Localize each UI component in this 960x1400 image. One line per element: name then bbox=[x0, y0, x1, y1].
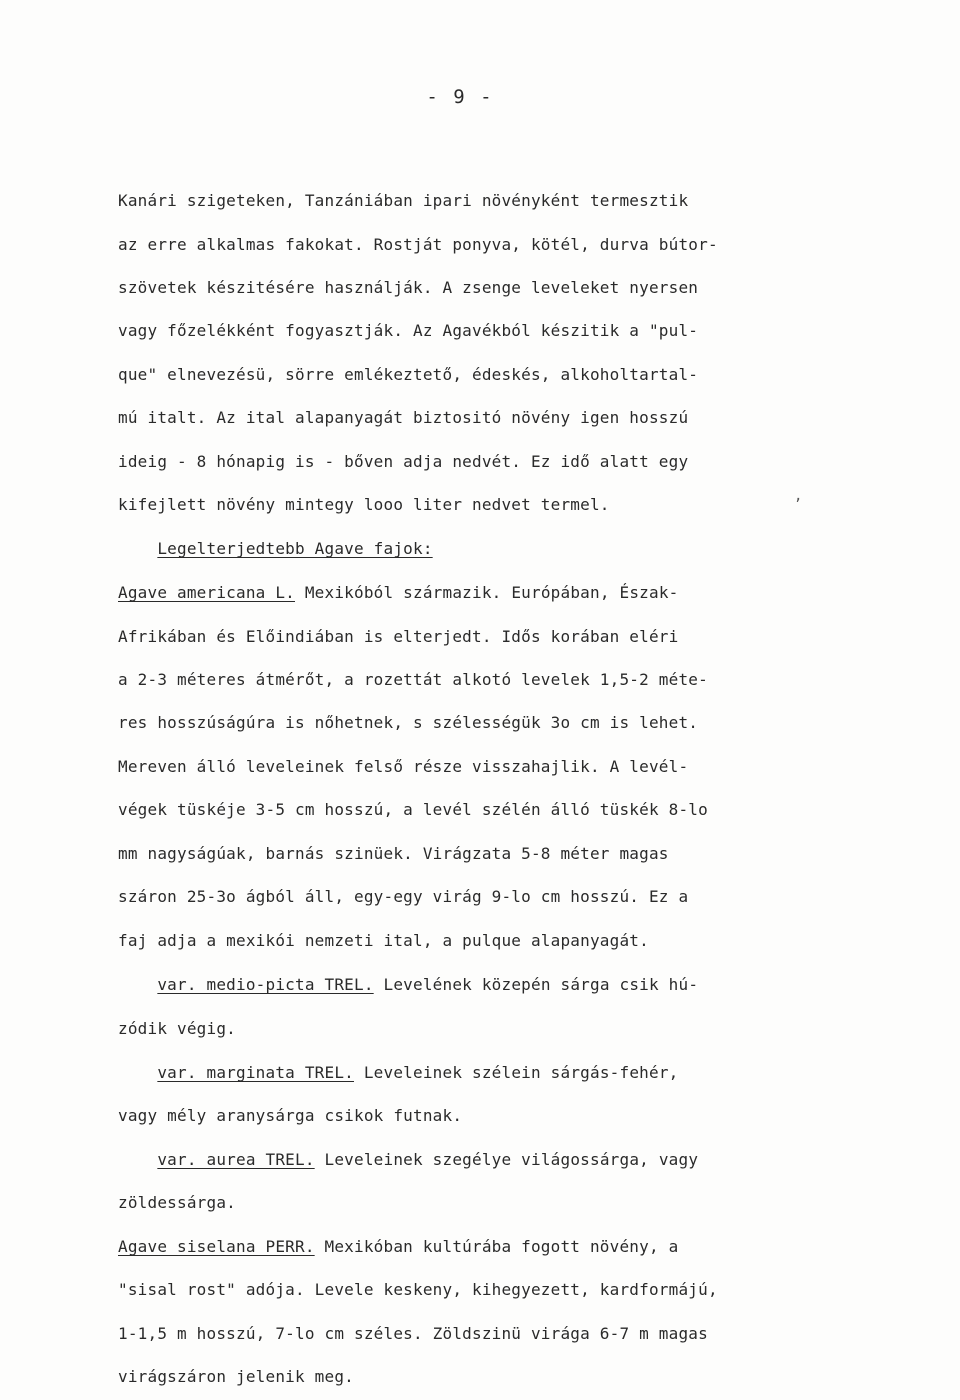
underlined-heading: var. medio-picta TREL. bbox=[157, 975, 374, 994]
text-segment: Mexikóban kultúrába fogott növény, a bbox=[314, 1237, 679, 1256]
text-segment: "sisal rost" adója. Levele keskeny, kihegyezett, kardformájú, bbox=[118, 1280, 718, 1299]
text-segment bbox=[118, 975, 157, 994]
text-line bbox=[118, 278, 698, 298]
text-segment: faj adja a mexikói nemzeti ital, a pulque alapanyagát. bbox=[118, 931, 649, 950]
text-segment: virágszáron jelenik meg. bbox=[118, 1367, 354, 1386]
text-line bbox=[118, 1193, 236, 1213]
text-line bbox=[118, 1106, 462, 1126]
text-segment: zöldessárga. bbox=[118, 1193, 236, 1212]
text-line bbox=[118, 800, 708, 820]
text-line bbox=[118, 975, 698, 995]
underlined-heading: Agave siselana PERR. bbox=[118, 1237, 315, 1256]
text-line bbox=[118, 365, 698, 385]
text-line bbox=[118, 1367, 354, 1387]
underlined-heading: var. aurea TREL. bbox=[157, 1150, 315, 1169]
text-line bbox=[118, 627, 678, 647]
text-segment: az erre alkalmas fakokat. Rostját ponyva, kötél, durva bútor- bbox=[118, 235, 718, 254]
text-segment: vagy főzelékként fogyasztják. Az Agavékból készitik a "pul- bbox=[118, 321, 699, 340]
text-line bbox=[118, 495, 610, 515]
text-line bbox=[118, 887, 688, 907]
text-segment: Levelének közepén sárga csik hú- bbox=[373, 975, 699, 994]
underlined-heading: var. marginata TREL. bbox=[157, 1063, 354, 1082]
text-segment: Leveleinek szélein sárgás-fehér, bbox=[354, 1063, 679, 1082]
text-line bbox=[118, 1063, 678, 1083]
text-segment: que" elnevezésü, sörre emlékeztető, édeskés, alkoholtartal- bbox=[118, 365, 699, 384]
text-line bbox=[118, 539, 433, 559]
text-segment bbox=[118, 1150, 157, 1169]
text-segment: Mexikóból származik. Európában, Észak- bbox=[295, 583, 679, 602]
text-line bbox=[118, 1237, 678, 1257]
text-segment: 1-1,5 m hosszú, 7-lo cm széles. Zöldszinü virága 6-7 m magas bbox=[118, 1324, 708, 1343]
text-segment: zódik végig. bbox=[118, 1019, 236, 1038]
text-segment: Mereven álló leveleinek felső része visszahajlik. A levél- bbox=[118, 757, 689, 776]
text-line bbox=[118, 235, 718, 255]
text-segment bbox=[118, 1063, 157, 1082]
text-segment: Leveleinek szegélye világossárga, vagy bbox=[314, 1150, 699, 1169]
text-segment: mm nagyságúak, barnás szinüek. Virágzata 5-8 méter magas bbox=[118, 844, 669, 863]
text-segment: Kanári szigeteken, Tanzániában ipari növényként termesztik bbox=[118, 191, 689, 210]
text-segment: mú italt. Az ital alapanyagát biztositó növény igen hosszú bbox=[118, 408, 689, 427]
text-line bbox=[118, 757, 688, 777]
text-line bbox=[118, 583, 678, 603]
stray-pen-mark: , bbox=[794, 488, 803, 504]
text-line bbox=[118, 670, 708, 690]
text-line bbox=[118, 452, 688, 472]
text-line bbox=[118, 931, 649, 951]
page-number: - 9 - bbox=[426, 86, 494, 108]
text-segment: végek tüskéje 3-5 cm hosszú, a levél szélén álló tüskék 8-lo bbox=[118, 800, 708, 819]
text-segment: ideig - 8 hónapig is - bőven adja nedvét. Ez idő alatt egy bbox=[118, 452, 689, 471]
text-segment bbox=[118, 539, 157, 558]
text-segment: a 2-3 méteres átmérőt, a rozettát alkotó levelek 1,5-2 méte- bbox=[118, 670, 708, 689]
text-line bbox=[118, 1280, 718, 1300]
text-line bbox=[118, 1019, 236, 1039]
underlined-heading: Legelterjedtebb Agave fajok: bbox=[157, 539, 433, 558]
text-line bbox=[118, 1324, 708, 1344]
text-segment: vagy mély aranysárga csikok futnak. bbox=[118, 1106, 463, 1125]
text-line bbox=[118, 191, 688, 211]
text-line bbox=[118, 321, 698, 341]
text-line bbox=[118, 1150, 698, 1170]
text-segment: kifejlett növény mintegy looo liter nedvet termel. bbox=[118, 495, 610, 514]
text-line bbox=[118, 713, 698, 733]
text-segment: Afrikában és Előindiában is elterjedt. Idős korában eléri bbox=[118, 627, 679, 646]
text-segment: res hosszúságúra is nőhetnek, s szélességük 3o cm is lehet. bbox=[118, 713, 699, 732]
text-line bbox=[118, 844, 669, 864]
text-line bbox=[118, 408, 688, 428]
text-segment: szövetek készitésére használják. A zsenge leveleket nyersen bbox=[118, 278, 699, 297]
text-segment: száron 25-3o ágból áll, egy-egy virág 9-lo cm hosszú. Ez a bbox=[118, 887, 689, 906]
underlined-heading: Agave americana L. bbox=[118, 583, 295, 602]
